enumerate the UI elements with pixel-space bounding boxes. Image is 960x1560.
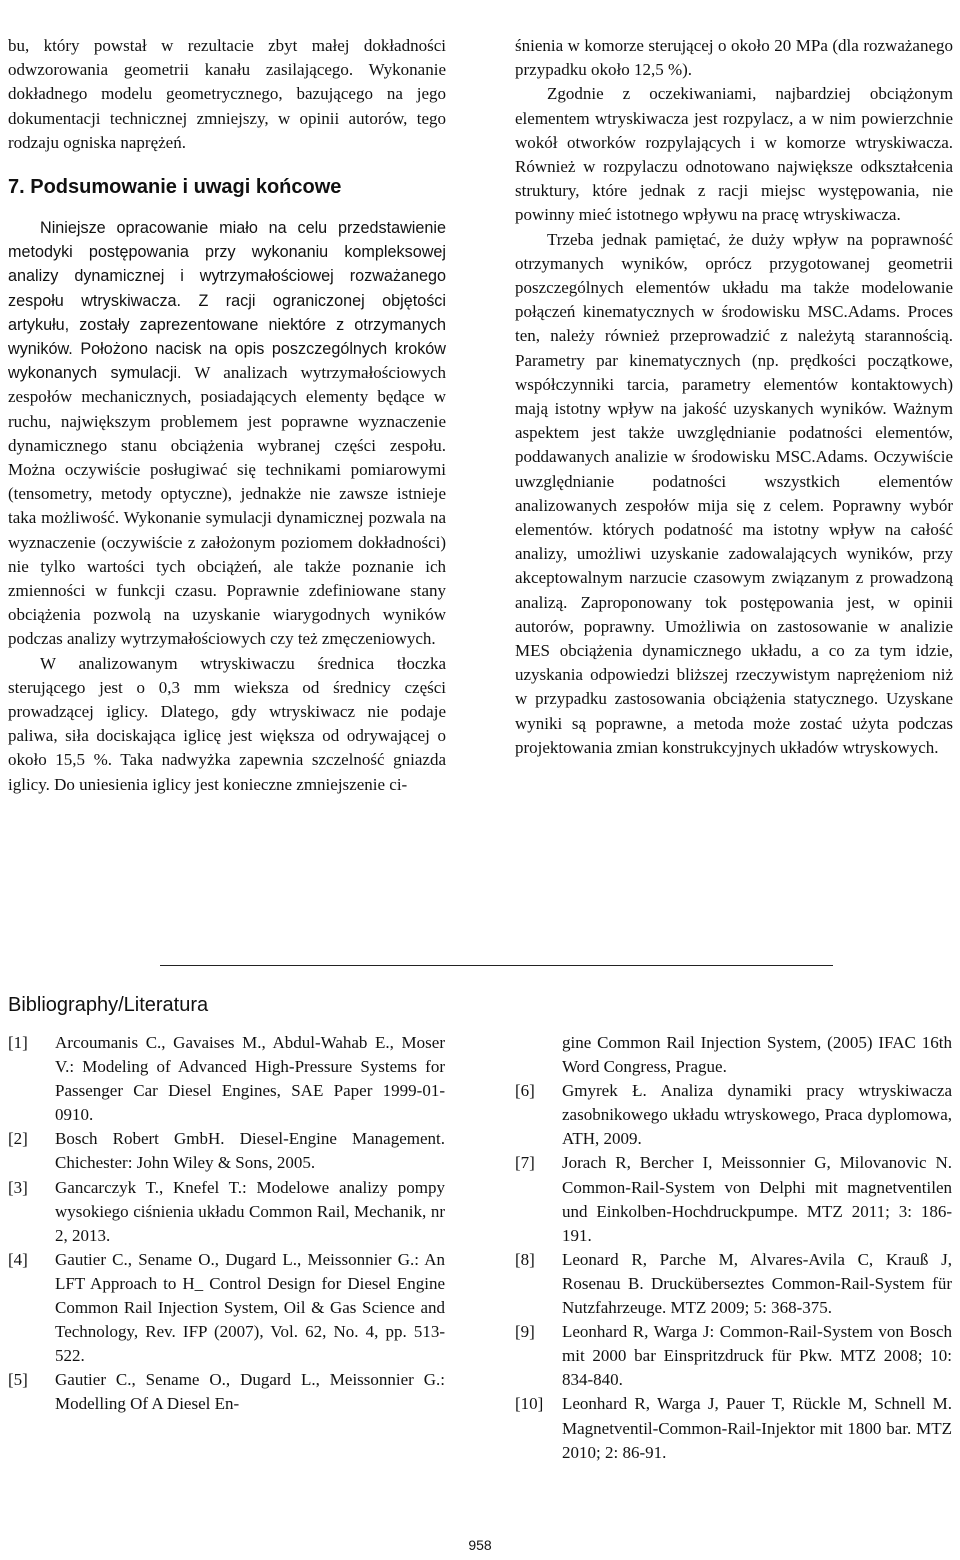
reference-number: [3] — [8, 1177, 28, 1197]
reference-item — [8, 1248, 445, 1368]
reference-number: [1] — [8, 1033, 28, 1052]
reference-number: [7] — [515, 1153, 535, 1173]
reference-item — [515, 1151, 952, 1247]
right-column — [515, 34, 953, 760]
summary-paragraph-1 — [8, 216, 446, 652]
reference-item — [515, 1079, 952, 1151]
summary-paragraph-1-sans: Niniejsze opracowanie miało na celu przedstawienie metodyki postępowania przy wykonaniu kompleksowej analizy dynamicznej i wytrzymałościowej rozważanego zespołu wtryskiwacza. Z racji ograniczonej objętości artykułu, zostały zaprezentowane niektóre z otrzymanych wyników. Położono nacisk na opis poszczególnych kroków wykonanych symulacji. — [8, 219, 446, 383]
reference-continuation: gine Common Rail Injection System, (2005) IFAC 16th Word Congress, Prague. — [562, 1033, 952, 1077]
reference-text: Leonhard R, Warga J, Pauer T, Rückle M, Schnell M. Magnetventil-Common-Rail-Injektor mit 1800 bar. MTZ 2010; 2: 86-91. — [562, 1394, 952, 1462]
reference-number: [5] — [8, 1370, 28, 1390]
reference-text: Leonard R, Parche M, Alvares-Avila C, Krauß J, Rosenau B. Drucküberseztes Common-Rail-System für Nutzfahrzeuge. MTZ 2009; 5: 368-375. — [562, 1249, 952, 1318]
reference-text: Gmyrek Ł. Analiza dynamiki pracy wtryskiwacza zasobnikowego układu wtryskowego, Praca dyplomowa, ATH, 2009. — [562, 1081, 952, 1149]
bibliography-left-column — [8, 1031, 445, 1417]
reference-item — [515, 1392, 952, 1464]
reference-number: [10] — [515, 1394, 544, 1414]
right-paragraph-1: Zgodnie z oczekiwaniami, najbardziej obciążonym elementem wtryskiwacza jest rozpylacz, a w nim powierzchnie wokół otworków rozpylających i w komorze wtryskiwacza. Również w rozpylaczu odnotowano największe odkształcenia struktury, które jednak z racji miejsc występowania, nie powinny mieć istotnego wpływu na pracę wtryskiwacza. — [515, 84, 953, 225]
bibliography-right-column — [515, 1031, 952, 1465]
reference-text: Bosch Robert GmbH. Diesel-Engine Management. Chichester: John Wiley & Sons, 2005. — [55, 1129, 445, 1173]
reference-item — [515, 1248, 952, 1320]
reference-text: Leonhard R, Warga J: Common-Rail-System von Bosch mit 2000 bar Einspritzdruck für Pkw. MTZ 2008; 10: 834-840. — [562, 1322, 952, 1390]
left-column — [8, 34, 446, 797]
page-number: 958 — [468, 1537, 492, 1553]
right-paragraph-2: Trzeba jednak pamiętać, że duży wpływ na poprawność otrzymanych wyników, oprócz przygotowanej geometrii poszczególnych elementów układu ma także modelowanie połączeń kinematycznych w środowisku MSC.Adams. Proces ten, należy również przeprowadzić z należytą starannością. Parametry par kinematycznych (np. prędkości początkowe, współczynniki tarcia, parametry elementów kontaktowych) mają istotny wpływ na jakość uzyskanych wyników. Ważnym aspektem jest także uwzględnianie podatności elementów, poddawanych analizie w środowisku MSC.Adams. Oczywiście uwzględnianie podatności wszystkich elementów analizowanych zespołów mija się z celem. Poprawny wybór elementów. których podatność ma istotny wpływ na całość analizy, umożliwi uzyskanie zadowalających wyników, przy akceptowalnym narzucie czasowym związanym z prowadzoną analizą. Zaproponowany tok postępowania jest, w opinii autorów, poprawny. Umożliwia on zastosowanie w analizie MES obciążenia dynamicznego układu, a co za tym idzie, uzyskania odpowiedzi bliższej rzeczywistym naprężeniom niż w przypadku zastosowania obciążenia statycznego. Uzyskane wyniki są poprawne, a metoda może zostać użyta podczas projektowania zmian konstrukcyjnych układów wtryskowych. — [515, 229, 953, 757]
reference-number: [4] — [8, 1249, 28, 1269]
reference-item — [515, 1320, 952, 1392]
reference-item — [8, 1031, 445, 1127]
right-continued-paragraph: śnienia w komorze sterującej o około 20 MPa (dla rozważanego przypadku około 12,5 %). — [515, 36, 953, 80]
summary-paragraph-2: W analizowanym wtryskiwaczu średnica tłoczka sterującego jest o 0,3 mm wieksza od średnicy części prowadzącej iglicy. Dlatego, gdy wtryskiwacz nie podaje paliwa, siła dociskająca iglicę jest większa od odrywającej o około 15,5 %. Taka nadwyżka zapewnia szczelność gniazda iglicy. Do uniesienia iglicy jest konieczne zmniejszenie ci- — [8, 653, 446, 794]
reference-text: Gancarczyk T., Knefel T.: Modelowe analizy pompy wysokiego ciśnienia układu Common Rail, Mechanik, nr 2, 2013. — [55, 1177, 445, 1245]
bibliography-heading: Bibliography/Literatura — [8, 994, 209, 1016]
reference-text: Gautier C., Sename O., Dugard L., Meissonnier G.: Modelling Of A Diesel En- — [55, 1370, 445, 1414]
reference-number: [6] — [515, 1081, 535, 1101]
summary-paragraph-1-serif: W analizach wytrzymałościowych zespołów mechanicznych, posiadających elementy będące w ruchu, największym problemem jest poprawne wyznaczenie dynamicznego stanu obciążenia wybranej części zespołu. Można oczywiście posługiwać się technikami pomiarowymi (tensometry, metody optyczne), jednakże nie zawsze istnieje taka możliwość. Wykonanie symulacji dynamicznej pozwala na wyznaczenie (oczywiście z założonym poziomem dokładności) nie tylko wartości tych obciążeń, ale także poznanie ich zmienności w funkcji czasu. Poprawnie zdefiniowane stany obciążenia pozwolą na uzyskanie wiarygodnych wyników podczas analizy wytrzymałościowych czy też zmęczeniowych. — [8, 363, 447, 649]
reference-text: Jorach R, Bercher I, Meissonnier G, Milovanovic N. Common-Rail-System von Delphi mit magnetventilen und Einkolben-Hochdruckpumpe. MTZ 2011; 3: 186-191. — [562, 1153, 952, 1245]
reference-item — [8, 1368, 445, 1416]
reference-number: [8] — [515, 1249, 535, 1269]
reference-text: Arcoumanis C., Gavaises M., Abdul-Wahab E., Moser V.: Modeling of Advanced High-Pressure Systems for Passenger Car Diesel Engines, SAE Paper 1999-01-0910. — [55, 1033, 445, 1125]
reference-item — [8, 1176, 445, 1248]
reference-item — [8, 1127, 445, 1175]
section-separator-line — [160, 965, 833, 966]
left-continued-paragraph: bu, który powstał w rezultacie zbyt małej dokładności odwzorowania geometrii kanału zasilającego. Wykonanie dokładnego modelu geometrycznego, bazującego na jego dokumentacji technicznej zmniejszy, w opinii autorów, tego rodzaju ogniska naprężeń. — [8, 36, 446, 152]
reference-number: [2] — [8, 1129, 28, 1149]
reference-number: [9] — [515, 1322, 535, 1342]
section-heading: 7. Podsumowanie i uwagi końcowe — [8, 176, 342, 199]
reference-text: Gautier C., Sename O., Dugard L., Meissonnier G.: An LFT Approach to H_ Control Design for Diesel Engine Common Rail Injection System, Oil & Gas Science and Technology, Rev. IFP (2007), Vol. 62, No. 4, pp. 513-522. — [55, 1249, 445, 1366]
